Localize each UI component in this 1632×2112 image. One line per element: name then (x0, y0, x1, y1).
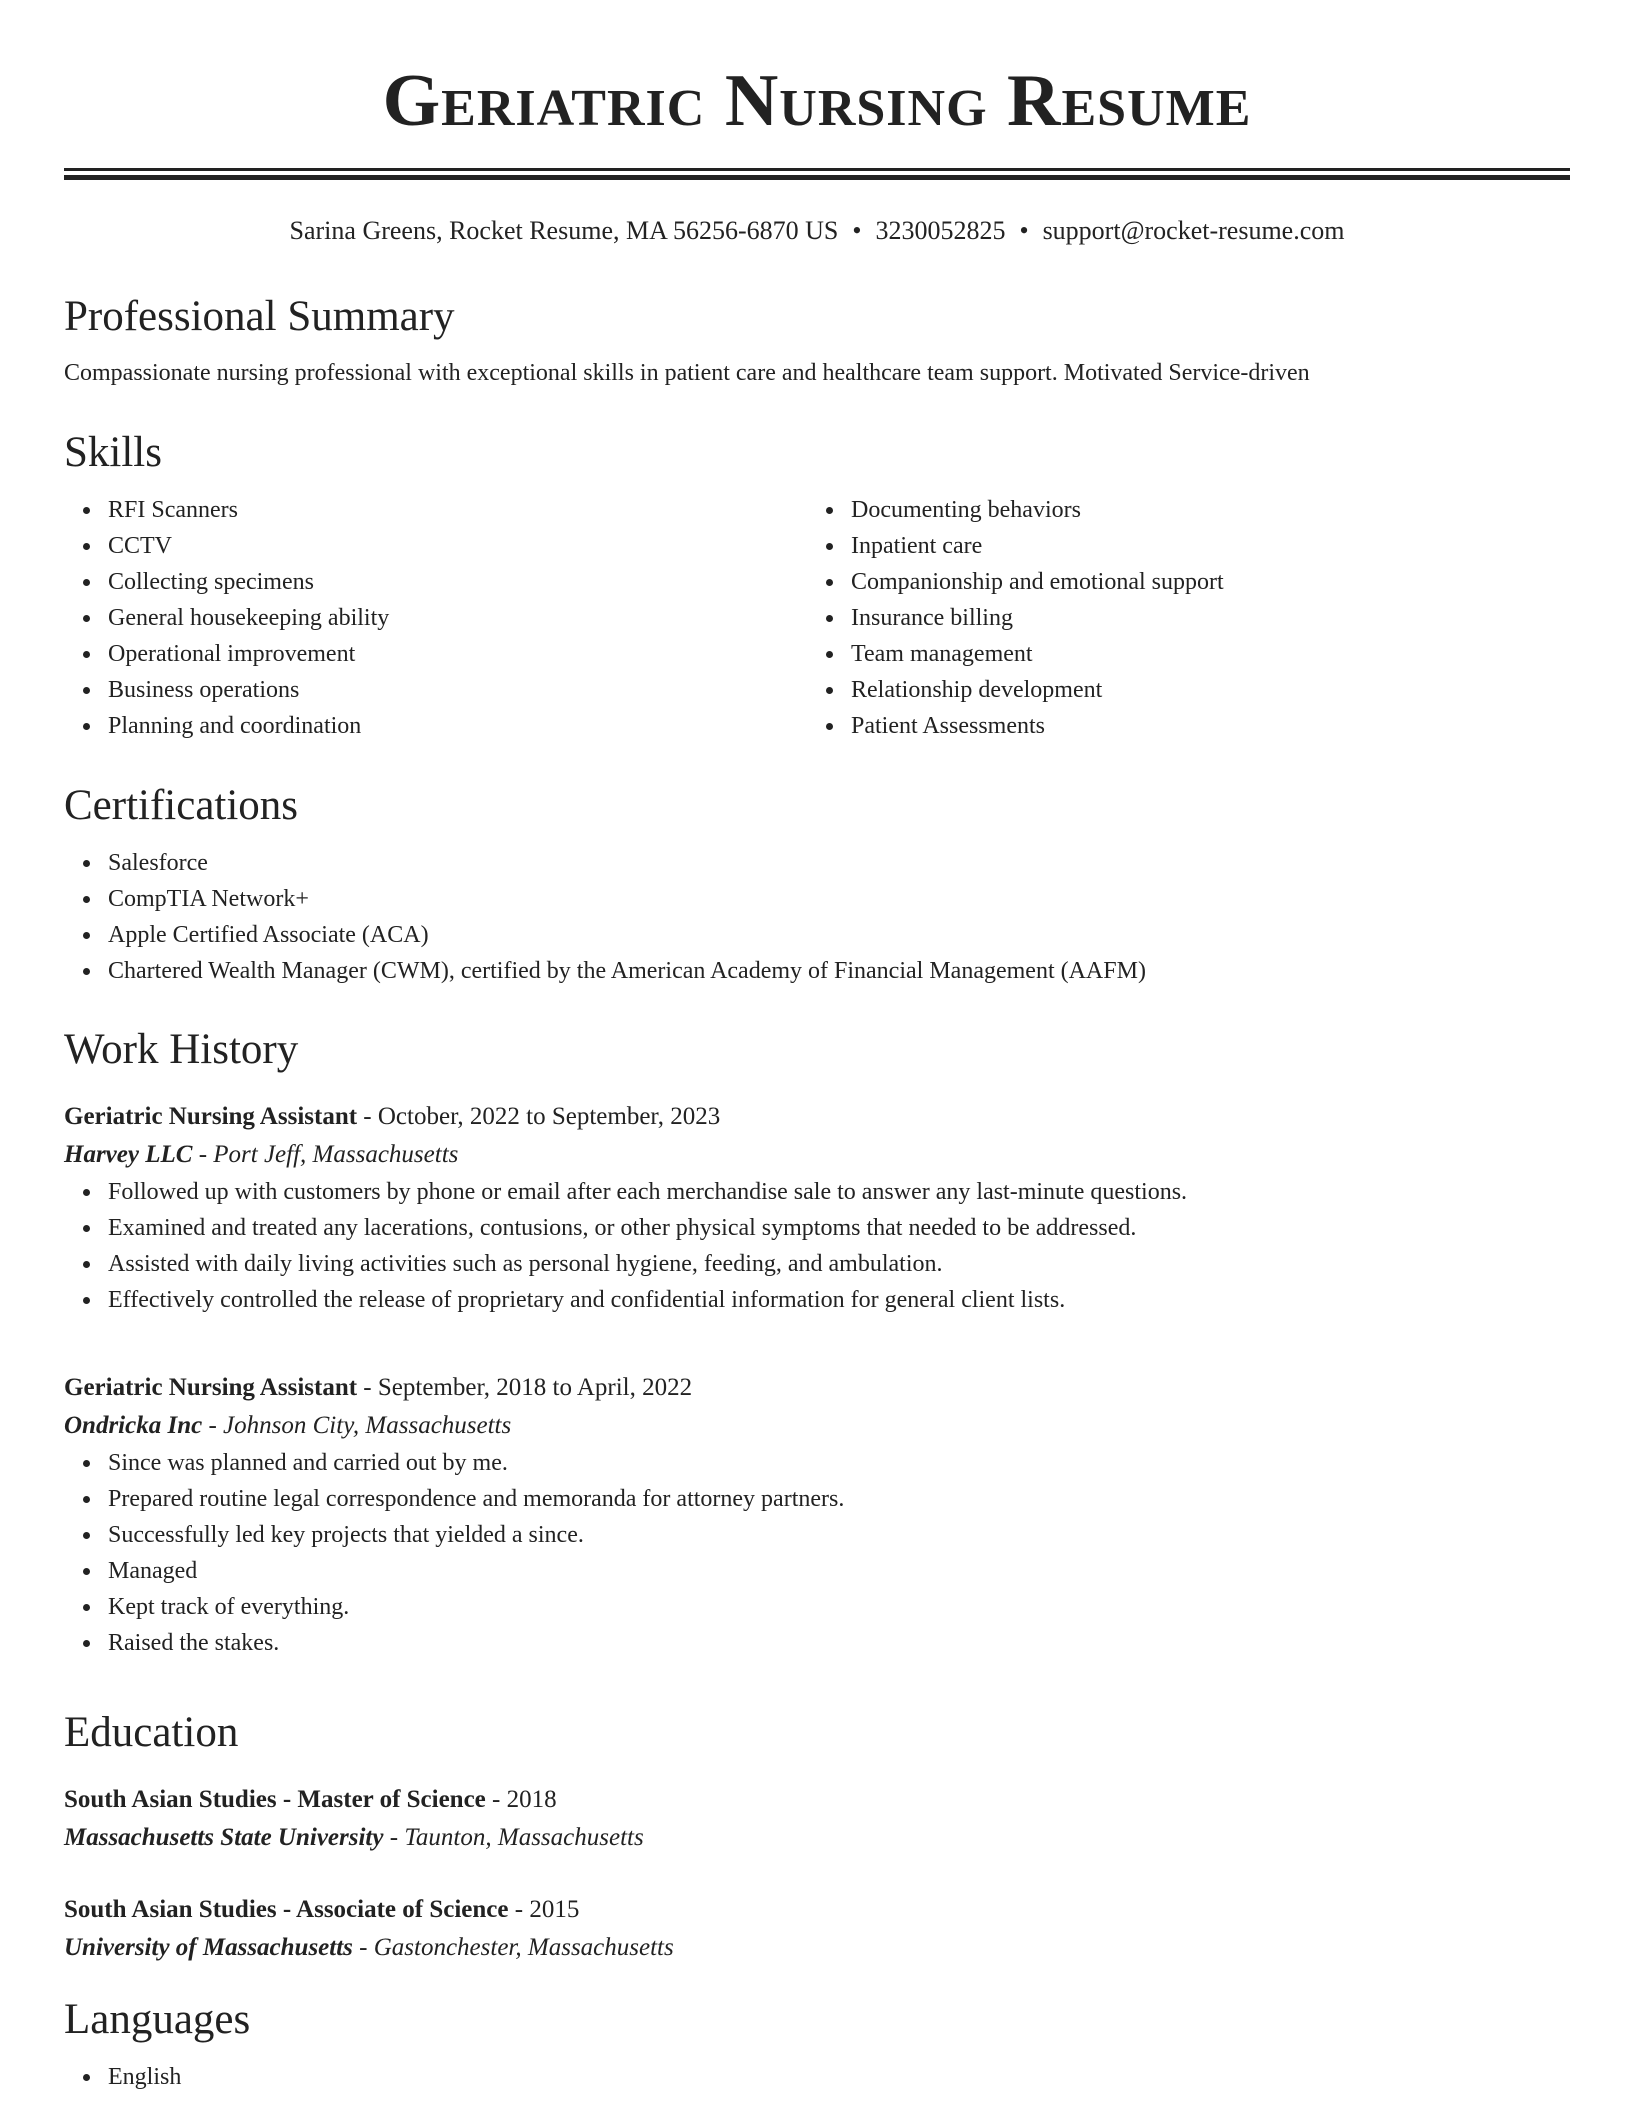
list-item: Followed up with customers by phone or email after each merchandise sale to answer any last-minute questions. (108, 1174, 1570, 1210)
graduation-year: 2018 (506, 1786, 557, 1813)
job-entry (64, 1369, 1570, 1661)
summary-section (64, 292, 1570, 388)
list-item: Collecting specimens (108, 564, 807, 600)
contact-separator: • (852, 216, 862, 245)
school-location: Gastonchester, Massachusetts (373, 1934, 674, 1961)
dash: - (383, 1824, 405, 1851)
job-bullets (64, 1445, 1570, 1661)
job-dates: September, 2018 to April, 2022 (377, 1374, 693, 1401)
school: University of Massachusetts (64, 1934, 353, 1961)
contact-address: Sarina Greens, Rocket Resume, MA 56256-6870 US (289, 216, 839, 245)
list-item: Documenting behaviors (851, 492, 1550, 528)
job-bullets (64, 1174, 1570, 1318)
job-location: Port Jeff, Massachusetts (213, 1141, 459, 1168)
job-title-line (64, 1098, 1570, 1136)
contact-phone: 3230052825 (875, 216, 1006, 245)
list-item: Salesforce (108, 845, 1570, 881)
list-item: Operational improvement (108, 636, 807, 672)
certifications-heading: Certifications (64, 782, 299, 829)
work-history-heading: Work History (64, 1026, 299, 1073)
job-dates: October, 2022 to September, 2023 (377, 1103, 721, 1130)
dash: - (202, 1412, 224, 1439)
education-heading: Education (64, 1709, 239, 1756)
degree: South Asian Studies - Associate of Science (64, 1896, 509, 1923)
list-item: Inpatient care (851, 528, 1550, 564)
skills-column-right (807, 492, 1550, 744)
dash: - (357, 1103, 378, 1130)
list-item: General housekeeping ability (108, 600, 807, 636)
resume-title: Geriatric Nursing Resume (382, 60, 1252, 142)
school-location: Taunton, Massachusetts (404, 1824, 644, 1851)
school-line (64, 1819, 1570, 1857)
list-item: Business operations (108, 672, 807, 708)
resume-page (64, 0, 1570, 2090)
title-divider (64, 168, 1570, 180)
degree-line (64, 1891, 1570, 1929)
job-title: Geriatric Nursing Assistant (64, 1103, 358, 1130)
skills-list-left (64, 492, 807, 744)
list-item: Patient Assessments (851, 708, 1550, 744)
list-item: Prepared routine legal correspondence and memoranda for attorney partners. (108, 1481, 1570, 1517)
dash: - (485, 1786, 507, 1813)
skills-columns (64, 492, 1570, 744)
list-item: Team management (851, 636, 1550, 672)
list-item: Chartered Wealth Manager (CWM), certified by the American Academy of Financial Management (AAFM) (108, 953, 1570, 989)
school: Massachusetts State University (64, 1824, 384, 1851)
languages-heading: Languages (64, 1996, 251, 2043)
education-section (64, 1708, 1570, 1758)
summary-heading: Professional Summary (64, 293, 455, 340)
list-item: English (108, 2059, 1570, 2095)
list-item: CCTV (108, 528, 807, 564)
skills-heading: Skills (64, 429, 162, 476)
dash: - (352, 1934, 374, 1961)
education-entry (64, 1781, 1570, 1857)
list-item: Examined and treated any lacerations, contusions, or other physical symptoms that needed to be addressed. (108, 1210, 1570, 1246)
list-item: Relationship development (851, 672, 1550, 708)
job-company: Harvey LLC (64, 1141, 193, 1168)
contact-line (64, 216, 1570, 246)
list-item: Successfully led key projects that yielded a since. (108, 1517, 1570, 1553)
job-entry (64, 1098, 1570, 1318)
list-item: Managed (108, 1553, 1570, 1589)
list-item: Assisted with daily living activities such as personal hygiene, feeding, and ambulation. (108, 1246, 1570, 1282)
languages-list (64, 2059, 1570, 2095)
job-title: Geriatric Nursing Assistant (64, 1374, 358, 1401)
skills-section (64, 428, 1570, 744)
list-item: Raised the stakes. (108, 1625, 1570, 1661)
languages-section (64, 1995, 1570, 2095)
list-item: Companionship and emotional support (851, 564, 1550, 600)
skills-column-left (64, 492, 807, 744)
list-item: Since was planned and carried out by me. (108, 1445, 1570, 1481)
dash: - (508, 1896, 530, 1923)
job-title-line (64, 1369, 1570, 1407)
job-location: Johnson City, Massachusetts (223, 1412, 512, 1439)
summary-text: Compassionate nursing professional with exceptional skills in patient care and healthcare team support. Motivated Service-driven (64, 360, 1310, 386)
graduation-year: 2015 (529, 1896, 580, 1923)
list-item: Apple Certified Associate (ACA) (108, 917, 1570, 953)
job-company-line (64, 1407, 1570, 1445)
list-item: RFI Scanners (108, 492, 807, 528)
education-entry (64, 1891, 1570, 1967)
dash: - (192, 1141, 214, 1168)
job-company-line (64, 1136, 1570, 1174)
certifications-section (64, 781, 1570, 989)
degree: South Asian Studies - Master of Science (64, 1786, 486, 1813)
list-item: Effectively controlled the release of proprietary and confidential information for general client lists. (108, 1282, 1570, 1318)
degree-line (64, 1781, 1570, 1819)
certifications-list (64, 845, 1570, 989)
work-history-section (64, 1025, 1570, 1075)
list-item: Insurance billing (851, 600, 1550, 636)
dash: - (357, 1374, 378, 1401)
skills-list-right (807, 492, 1550, 744)
list-item: CompTIA Network+ (108, 881, 1570, 917)
contact-email: support@rocket-resume.com (1042, 216, 1345, 245)
contact-separator: • (1019, 216, 1029, 245)
list-item: Kept track of everything. (108, 1589, 1570, 1625)
school-line (64, 1929, 1570, 1967)
job-company: Ondricka Inc (64, 1412, 203, 1439)
list-item: Planning and coordination (108, 708, 807, 744)
